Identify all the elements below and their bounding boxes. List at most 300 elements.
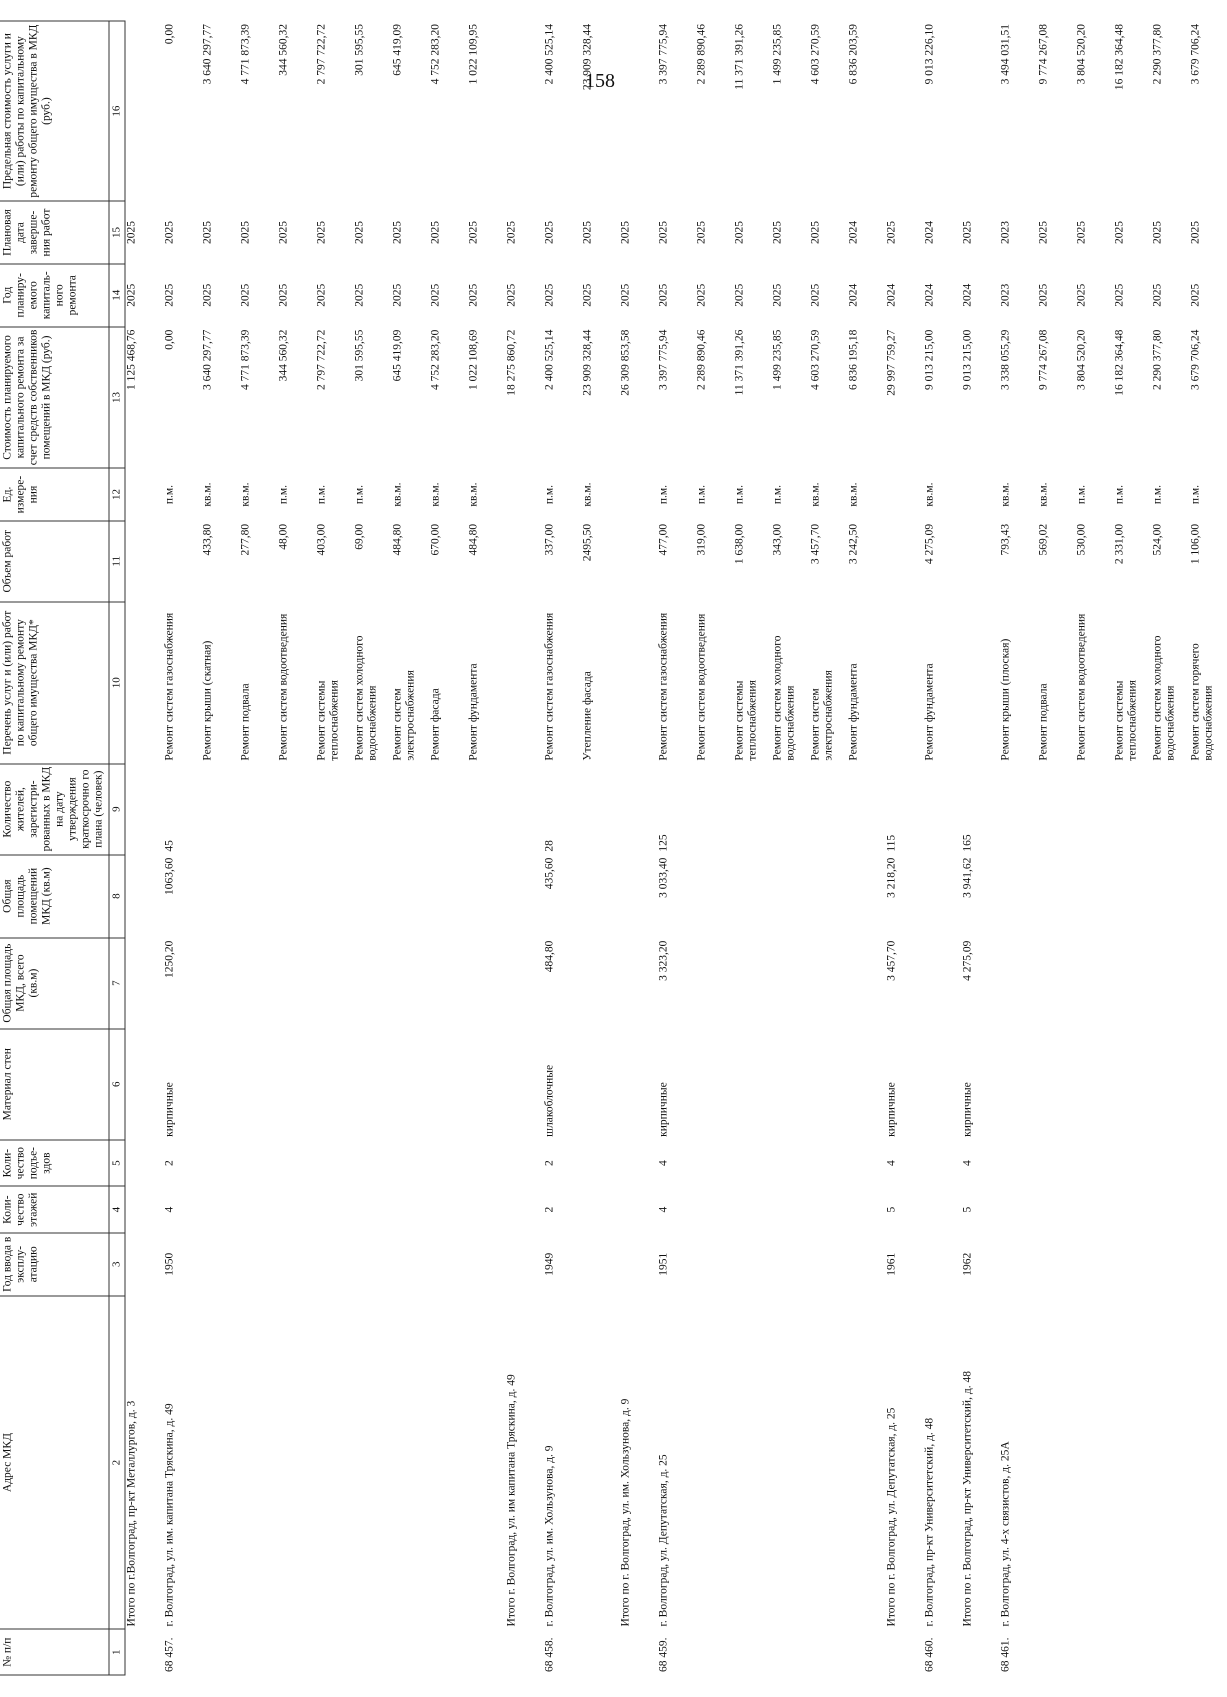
floors-cell (467, 1186, 505, 1233)
entrances-cell (467, 1140, 505, 1187)
table-row (1189, 21, 1227, 1675)
floors-cell (1189, 1186, 1227, 1233)
cost-cell: 301 595,55 (353, 329, 365, 382)
unit-cell (125, 468, 163, 521)
year-built-cell (277, 1233, 315, 1296)
table-row (163, 21, 201, 1675)
cost-cell: 1 125 468,76 (125, 329, 138, 390)
cost-cell: 1 499 235,85 (771, 329, 783, 390)
entrances-cell (581, 1140, 619, 1187)
end-date-cell: 2025 (315, 221, 327, 245)
row-number-cell (733, 1629, 771, 1675)
work-volume-cell (619, 521, 657, 602)
row-number-cell (429, 1629, 467, 1675)
end-date-cell: 2025 (581, 221, 593, 245)
wall-material-cell (391, 1029, 429, 1140)
work-volume-cell: 319,00 (695, 523, 707, 556)
cost-cell: 2 797 722,72 (315, 329, 327, 390)
work-type-cell: Ремонт систем горячего водоснабжения (1189, 643, 1214, 761)
work-type-cell: Ремонт систем электроснабжения (391, 670, 416, 761)
work-type-cell: Ремонт систем водоотведения (1075, 613, 1087, 761)
wall-material-cell (125, 1029, 163, 1140)
header-cell: Количество жителей, зарегистри-рованных в МКД на дату утверждения краткосрочно го плана (человек) (0, 764, 109, 855)
work-volume-cell: 484,80 (391, 523, 403, 556)
work-volume-cell: 524,00 (1151, 523, 1163, 556)
premises-area-cell (695, 855, 733, 938)
premises-area-cell (277, 855, 315, 938)
cost-cell: 18 275 860,72 (505, 329, 517, 396)
wall-material-cell (353, 1029, 391, 1140)
premises-area-cell (999, 855, 1037, 938)
cost-cell: 2 290 377,80 (1151, 329, 1163, 390)
work-type-cell (125, 602, 163, 764)
repair-year-cell: 2025 (277, 283, 289, 307)
unit-cell: кв.м. (391, 482, 403, 507)
cost-cell: 4 603 270,59 (809, 329, 821, 390)
end-date-cell: 2023 (999, 221, 1011, 245)
entrances-cell (1189, 1140, 1227, 1187)
table-row (771, 21, 809, 1675)
work-type-cell: Ремонт системы теплоснабжения (1113, 680, 1138, 761)
work-type-cell: Ремонт систем водоотведения (695, 613, 707, 761)
year-built-cell (467, 1233, 505, 1296)
floors-cell: 2 (543, 1206, 555, 1213)
address-cell: г. Волгоград, ул. Депутатская, д. 25 (657, 1454, 669, 1627)
table-row (809, 21, 847, 1675)
unit-cell: кв.м. (201, 482, 213, 507)
floors-cell: 5 (885, 1206, 897, 1213)
premises-area-cell: 435,60 (543, 857, 555, 890)
year-built-cell (201, 1233, 239, 1296)
address-cell (315, 1296, 353, 1630)
max-cost-cell: 2 400 525,14 (543, 24, 555, 85)
end-date-cell: 2025 (695, 221, 707, 245)
address-cell: Итого г. Волгоград, ул. им капитана Тряскина, д. 49 (505, 1374, 517, 1627)
header-cell: Материал стен (0, 1029, 109, 1140)
total-area-cell (429, 938, 467, 1029)
year-built-cell: 1951 (657, 1252, 669, 1276)
work-volume-cell: 1 638,00 (733, 523, 745, 565)
floors-cell (315, 1186, 353, 1233)
wall-material-cell: кирпичные (163, 1082, 175, 1137)
work-type-cell: Ремонт подвала (239, 683, 251, 761)
year-built-cell (1151, 1233, 1189, 1296)
year-built-cell (847, 1233, 885, 1296)
row-number-cell (1075, 1629, 1113, 1675)
table-row (1113, 21, 1151, 1675)
premises-area-cell (239, 855, 277, 938)
total-area-cell (923, 938, 961, 1029)
premises-area-cell (581, 855, 619, 938)
entrances-cell: 2 (163, 1160, 175, 1167)
entrances-cell: 4 (961, 1160, 973, 1167)
residents-cell (239, 764, 277, 855)
year-built-cell: 1950 (163, 1252, 175, 1276)
year-built-cell (581, 1233, 619, 1296)
residents-cell (809, 764, 847, 855)
header-cell: Перечень услуг и (или) работ по капитальному ремонту общего имущества МКД* (0, 602, 109, 764)
year-built-cell (391, 1233, 429, 1296)
repair-plan-table (0, 21, 1227, 1676)
end-date-cell: 2025 (125, 221, 138, 245)
row-number-cell (809, 1629, 847, 1675)
wall-material-cell (239, 1029, 277, 1140)
repair-year-cell: 2024 (961, 283, 973, 307)
address-cell (1113, 1296, 1151, 1630)
repair-year-cell: 2025 (657, 283, 669, 307)
table-row (999, 21, 1037, 1675)
work-volume-cell: 2495,50 (581, 523, 593, 562)
header-cell: Стоимость планируемого капитального ремонта за счет средств собственников помещений в МКД (руб.) (0, 327, 109, 469)
residents-cell (505, 764, 543, 855)
work-type-cell: Ремонт систем газоснабжения (543, 612, 555, 761)
address-cell: г. Волгоград, ул. 4-х связистов, д. 25А (999, 1441, 1011, 1627)
total-area-cell (581, 938, 619, 1029)
cost-cell: 9 774 267,08 (1037, 329, 1049, 390)
end-date-cell: 2025 (429, 221, 441, 245)
column-number: 9 (109, 764, 125, 855)
repair-year-cell: 2025 (619, 283, 631, 307)
wall-material-cell (277, 1029, 315, 1140)
work-type-cell: Ремонт систем газоснабжения (163, 612, 175, 761)
total-area-cell: 4 275,09 (961, 940, 973, 981)
row-number-cell: 68 457. (163, 1637, 175, 1672)
year-built-cell (315, 1233, 353, 1296)
max-cost-cell: 9 013 226,10 (923, 24, 935, 85)
entrances-cell (809, 1140, 847, 1187)
year-built-cell (1189, 1233, 1227, 1296)
work-volume-cell: 670,00 (429, 523, 441, 556)
wall-material-cell (1037, 1029, 1075, 1140)
wall-material-cell (581, 1029, 619, 1140)
row-number-cell (695, 1629, 733, 1675)
work-volume-cell: 337,00 (543, 523, 555, 556)
table-row (1151, 21, 1189, 1675)
residents-cell: 125 (657, 834, 669, 852)
entrances-cell (619, 1140, 657, 1187)
repair-year-cell: 2025 (391, 283, 403, 307)
address-cell: г. Волгоград, пр-кт Университетский, д. 48 (923, 1417, 935, 1627)
entrances-cell (1151, 1140, 1189, 1187)
repair-year-cell: 2025 (1113, 283, 1125, 307)
repair-year-cell: 2025 (1075, 283, 1087, 307)
table-row (657, 21, 695, 1675)
floors-cell (429, 1186, 467, 1233)
cost-cell: 9 013 215,00 (961, 329, 973, 390)
unit-cell: п.м. (657, 484, 669, 505)
work-volume-cell (505, 521, 543, 602)
wall-material-cell (771, 1029, 809, 1140)
column-number: 6 (109, 1029, 125, 1140)
floors-cell (277, 1186, 315, 1233)
repair-year-cell: 2025 (239, 283, 251, 307)
floors-cell: 4 (657, 1206, 669, 1213)
address-cell (733, 1296, 771, 1630)
work-type-cell: Ремонт систем водоотведения (277, 613, 289, 761)
floors-cell (809, 1186, 847, 1233)
entrances-cell: 4 (657, 1160, 669, 1167)
unit-cell: п.м. (353, 484, 365, 505)
total-area-cell (1113, 938, 1151, 1029)
residents-cell: 45 (163, 840, 175, 852)
premises-area-cell (315, 855, 353, 938)
row-number-cell (277, 1629, 315, 1675)
total-area-cell (201, 938, 239, 1029)
entrances-cell (315, 1140, 353, 1187)
cost-cell: 3 397 775,94 (657, 329, 669, 390)
repair-year-cell: 2025 (467, 283, 479, 307)
header-cell: Предельная стоимость услуги и (или) работы по капитальному ремонту общего имущества в МКД (руб.) (0, 21, 109, 201)
premises-area-cell: 3 941,62 (961, 857, 973, 898)
year-built-cell (429, 1233, 467, 1296)
end-date-cell: 2025 (163, 221, 175, 245)
table-body (125, 21, 1227, 1675)
end-date-cell: 2025 (961, 221, 973, 245)
cost-cell: 16 182 364,48 (1113, 329, 1125, 396)
residents-cell (695, 764, 733, 855)
residents-cell (125, 764, 163, 855)
work-volume-cell: 3 457,70 (809, 523, 821, 565)
work-volume-cell (885, 521, 923, 602)
floors-cell (1037, 1186, 1075, 1233)
premises-area-cell (1075, 855, 1113, 938)
wall-material-cell (619, 1029, 657, 1140)
cost-cell: 23 909 328,44 (581, 329, 593, 396)
table-row (201, 21, 239, 1675)
unit-cell: кв.м. (809, 482, 821, 507)
column-number-row (109, 21, 125, 1675)
repair-year-cell: 2025 (1151, 283, 1163, 307)
table-row (695, 21, 733, 1675)
column-number: 7 (109, 938, 125, 1029)
end-date-cell: 2025 (505, 221, 517, 245)
header-cell: Год планиру-емого капиталь-ного ремонта (0, 264, 109, 327)
premises-area-cell (771, 855, 809, 938)
work-volume-cell: 343,00 (771, 523, 783, 556)
repair-year-cell: 2024 (847, 283, 859, 307)
row-number-cell (961, 1629, 999, 1675)
cost-cell: 11 371 391,26 (733, 329, 745, 396)
work-type-cell (619, 602, 657, 764)
end-date-cell: 2025 (657, 221, 669, 245)
premises-area-cell (923, 855, 961, 938)
header-cell: № п/п (0, 1629, 109, 1675)
year-built-cell: 1962 (961, 1252, 973, 1276)
row-number-cell (391, 1629, 429, 1675)
unit-cell (885, 468, 923, 521)
address-cell (581, 1296, 619, 1630)
wall-material-cell: кирпичные (885, 1082, 897, 1137)
entrances-cell: 2 (543, 1160, 555, 1167)
header-cell: Ед. измере-ния (0, 468, 109, 521)
wall-material-cell (467, 1029, 505, 1140)
column-number: 10 (109, 602, 125, 764)
max-cost-cell: 3 804 520,20 (1075, 24, 1087, 85)
address-cell (771, 1296, 809, 1630)
cost-cell: 9 013 215,00 (923, 329, 935, 390)
table-row (315, 21, 353, 1675)
wall-material-cell (201, 1029, 239, 1140)
floors-cell (847, 1186, 885, 1233)
row-number-cell (353, 1629, 391, 1675)
wall-material-cell (1189, 1029, 1227, 1140)
work-type-cell (961, 602, 999, 764)
end-date-cell: 2025 (619, 221, 631, 245)
header-cell: Год ввода в эксплу-атацию (0, 1233, 109, 1296)
floors-cell (353, 1186, 391, 1233)
end-date-cell: 2025 (277, 221, 289, 245)
cost-cell: 2 400 525,14 (543, 329, 555, 390)
residents-cell (1113, 764, 1151, 855)
work-type-cell: Ремонт фундамента (467, 663, 479, 761)
work-volume-cell: 2 331,00 (1113, 523, 1125, 565)
residents-cell (429, 764, 467, 855)
year-built-cell (1037, 1233, 1075, 1296)
end-date-cell: 2025 (239, 221, 251, 245)
year-built-cell (999, 1233, 1037, 1296)
repair-year-cell: 2025 (163, 283, 175, 307)
cost-cell: 26 309 853,58 (619, 329, 631, 396)
end-date-cell: 2025 (1189, 221, 1201, 245)
floors-cell (581, 1186, 619, 1233)
max-cost-cell: 301 595,55 (353, 24, 365, 76)
work-type-cell: Ремонт фундамента (923, 663, 935, 761)
work-type-cell: Ремонт подвала (1037, 683, 1049, 761)
column-number: 4 (109, 1186, 125, 1233)
cost-cell: 29 997 759,27 (885, 329, 897, 396)
column-number: 5 (109, 1140, 125, 1187)
unit-cell (961, 468, 999, 521)
entrances-cell (277, 1140, 315, 1187)
entrances-cell (1075, 1140, 1113, 1187)
address-cell: Итого по г.Волгоград, пр-кт Металлургов, д. 3 (125, 1400, 138, 1627)
work-type-cell: Ремонт крыши (плоская) (999, 638, 1011, 761)
row-number-cell (847, 1629, 885, 1675)
table-row (885, 21, 923, 1675)
end-date-cell: 2024 (847, 221, 859, 245)
row-number-cell (1113, 1629, 1151, 1675)
max-cost-cell: 11 371 391,26 (733, 24, 745, 90)
row-number-cell: 68 461. (999, 1637, 1011, 1672)
residents-cell (315, 764, 353, 855)
row-number-cell: 68 459. (657, 1637, 669, 1672)
unit-cell: п.м. (315, 484, 327, 505)
year-built-cell: 1949 (543, 1252, 555, 1276)
repair-year-cell: 2025 (429, 283, 441, 307)
address-cell: Итого по г. Волгоград, ул. Депутатская, д. 25 (885, 1407, 897, 1627)
work-type-cell: Ремонт системы теплоснабжения (733, 680, 758, 761)
max-cost-cell: 3 640 297,77 (201, 24, 213, 85)
year-built-cell (771, 1233, 809, 1296)
repair-year-cell: 2025 (125, 283, 138, 307)
row-number-cell (505, 1629, 543, 1675)
row-number-cell: 68 460. (923, 1637, 935, 1672)
max-cost-cell (619, 21, 657, 201)
residents-cell (1075, 764, 1113, 855)
column-number: 15 (109, 201, 125, 264)
work-volume-cell: 403,00 (315, 523, 327, 556)
wall-material-cell (1113, 1029, 1151, 1140)
work-volume-cell (163, 521, 201, 602)
column-number: 2 (109, 1296, 125, 1630)
total-area-cell (695, 938, 733, 1029)
repair-year-cell: 2025 (353, 283, 365, 307)
work-type-cell: Ремонт крыши (скатная) (201, 640, 213, 761)
residents-cell: 165 (961, 834, 973, 852)
end-date-cell: 2025 (1075, 221, 1087, 245)
residents-cell (771, 764, 809, 855)
wall-material-cell (1075, 1029, 1113, 1140)
cost-cell: 4 771 873,39 (239, 329, 251, 390)
column-number: 12 (109, 468, 125, 521)
header-cell: Плановая дата заверше-ния работ (0, 201, 109, 264)
cost-cell: 3 804 520,20 (1075, 329, 1087, 390)
work-volume-cell: 477,00 (657, 523, 669, 556)
work-volume-cell: 4 275,09 (923, 523, 935, 565)
repair-year-cell: 2025 (201, 283, 213, 307)
max-cost-cell (885, 21, 923, 201)
row-number-cell (467, 1629, 505, 1675)
cost-cell: 344 560,32 (277, 329, 289, 382)
table-row (847, 21, 885, 1675)
total-area-cell (353, 938, 391, 1029)
unit-cell: п.м. (277, 484, 289, 505)
total-area-cell (1037, 938, 1075, 1029)
work-volume-cell: 793,43 (999, 523, 1011, 556)
year-built-cell (809, 1233, 847, 1296)
floors-cell (1151, 1186, 1189, 1233)
repair-year-cell: 2025 (581, 283, 593, 307)
entrances-cell (847, 1140, 885, 1187)
max-cost-cell: 4 771 873,39 (239, 24, 251, 85)
end-date-cell: 2025 (771, 221, 783, 245)
address-cell (277, 1296, 315, 1630)
total-area-cell (505, 938, 543, 1029)
residents-cell: 28 (543, 840, 555, 852)
unit-cell: п.м. (543, 484, 555, 505)
table-row (467, 21, 505, 1675)
work-volume-cell: 530,00 (1075, 523, 1087, 556)
premises-area-cell (809, 855, 847, 938)
row-number-cell (201, 1629, 239, 1675)
end-date-cell: 2025 (467, 221, 479, 245)
repair-year-cell: 2025 (315, 283, 327, 307)
wall-material-cell (505, 1029, 543, 1140)
wall-material-cell (315, 1029, 353, 1140)
end-date-cell: 2025 (353, 221, 365, 245)
wall-material-cell: кирпичные (657, 1082, 669, 1137)
work-volume-cell: 69,00 (353, 523, 365, 550)
total-area-cell (315, 938, 353, 1029)
premises-area-cell (391, 855, 429, 938)
residents-cell (733, 764, 771, 855)
max-cost-cell: 6 836 203,59 (847, 24, 859, 85)
end-date-cell: 2025 (885, 221, 897, 245)
end-date-cell: 2025 (1037, 221, 1049, 245)
row-number-cell (885, 1629, 923, 1675)
max-cost-cell: 2 797 722,72 (315, 24, 327, 85)
total-area-cell (847, 938, 885, 1029)
header-cell: Адрес МКД (0, 1296, 109, 1630)
address-cell: Итого по г. Волгоград, пр-кт Университетский, д. 48 (961, 1371, 973, 1627)
total-area-cell (999, 938, 1037, 1029)
table-row (125, 21, 163, 1675)
unit-cell (505, 468, 543, 521)
max-cost-cell: 2 289 890,46 (695, 24, 707, 85)
total-area-cell (277, 938, 315, 1029)
table-row (277, 21, 315, 1675)
premises-area-cell (1189, 855, 1227, 938)
